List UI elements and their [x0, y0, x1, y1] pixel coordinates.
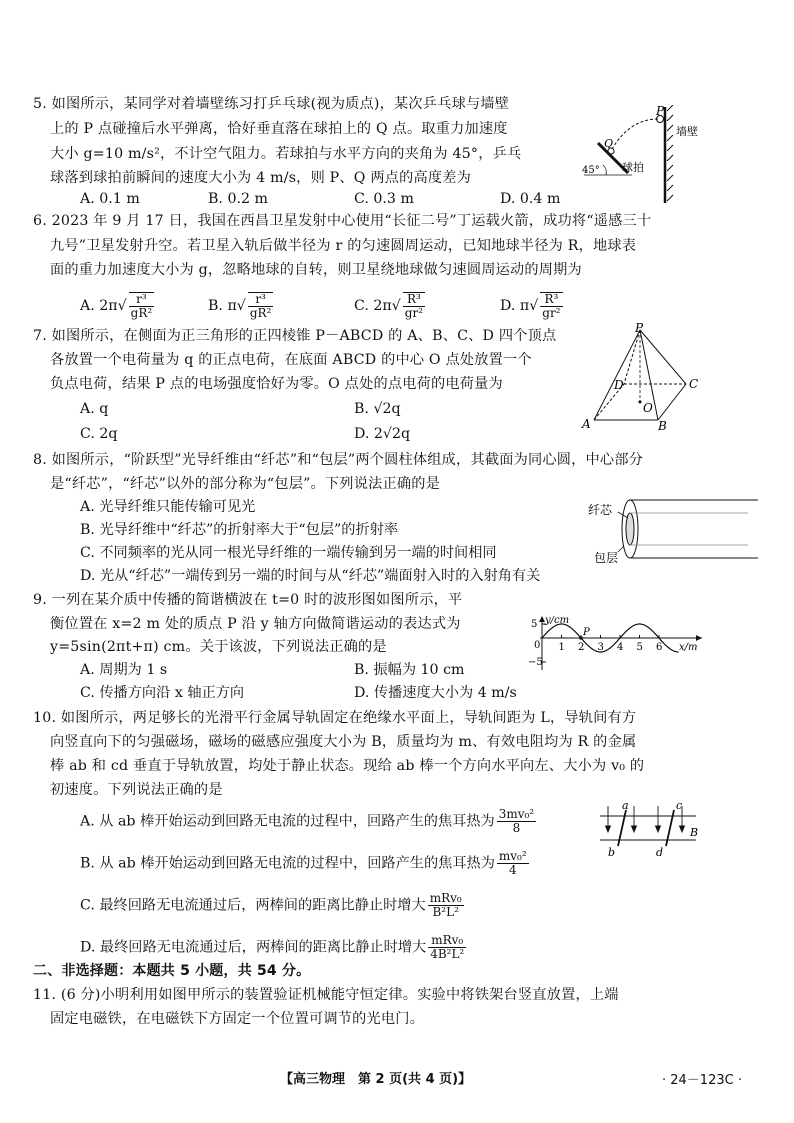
- q9-option-d: D. 传播速度大小为 4 m/s: [354, 685, 517, 701]
- label-d: D: [614, 378, 624, 392]
- q10-line-2: 向竖直向下的匀强磁场，磁场的磁感应强度大小为 B，质量均为 m、有效电阻均为 R 的金属: [50, 734, 637, 750]
- q9-line-3: y=5sin(2πt+π) cm。关于该波，下列说法正确的是: [50, 639, 387, 655]
- label-p: P: [635, 322, 644, 335]
- q10-line-1: 10. 如图所示，两足够长的光滑平行金属导轨固定在绝缘水平面上，导轨间距为 L，导轨间有方: [33, 710, 637, 726]
- label-racket: 球拍: [622, 161, 644, 174]
- q10-option-b: B. 从 ab 棒开始运动到回路无电流的过程中，回路产生的焦耳热为 $\frac{\text{mv₀²}}{4}$: [80, 849, 527, 877]
- x-tick-label: 3: [597, 642, 604, 653]
- q6-option-b: B. π√ $\frac{\text{r³}}{\text{gR²}}$: [208, 292, 272, 320]
- y-tick-neg5: −5: [528, 657, 543, 668]
- q7-option-b: B. √2q: [354, 401, 401, 417]
- q10-option-a: A. 从 ab 棒开始运动到回路无电流的过程中，回路产生的焦耳热为 $\frac{\text{3mv₀²}}{8}$: [80, 807, 535, 835]
- q9-option-b: B. 振幅为 10 cm: [354, 662, 465, 678]
- q10-line-4: 初速度。下列说法正确的是: [50, 782, 223, 798]
- q9-option-a: A. 周期为 1 s: [80, 662, 168, 678]
- q8-fiber-figure: [588, 494, 758, 570]
- q7-line-2: 各放置一个电荷量为 q 的正点电荷，在底面 ABCD 的中心 O 点处放置一个: [50, 352, 532, 368]
- label-b: b: [608, 846, 616, 859]
- q7-option-d: D. 2√2q: [354, 426, 411, 442]
- q7-pyramid-figure: [578, 322, 708, 432]
- q6-option-d: D. π√ $\frac{\text{R³}}{\text{gr²}}$: [500, 292, 561, 320]
- x-tick-label: 6: [656, 642, 663, 653]
- q10-option-d: D. 最终回路无电流通过后，两棒间的距离比静止时增大 $\frac{\text{mRv₀}}{\text{4B²L²}}$: [80, 933, 465, 961]
- y-tick-5: 5: [531, 619, 538, 630]
- q5-line-2: 上的 P 点碰撞后水平弹离，恰好垂直落在球拍上的 Q 点。取重力加速度: [50, 121, 508, 137]
- q11-line-1: 11. (6 分)小明利用如图甲所示的装置验证机械能守恒定律。实验中将铁架台竖直放置，上端: [33, 987, 619, 1003]
- x-tick-label: 5: [636, 642, 643, 653]
- q9-option-c: C. 传播方向沿 x 轴正方向: [80, 685, 245, 701]
- label-d: d: [656, 846, 664, 859]
- section-2-heading: 二、非选择题：本题共 5 小题，共 54 分。: [33, 963, 311, 979]
- q5-figure: [570, 105, 710, 205]
- label-p: P: [656, 105, 665, 118]
- label-cladding: 包层: [594, 551, 619, 565]
- q5-line-4: 球落到球拍前瞬间的速度大小为 4 m/s，则 P、Q 两点的高度差为: [50, 170, 472, 186]
- q11-line-2: 固定电磁铁，在电磁铁下方固定一个位置可调节的光电门。: [50, 1011, 425, 1027]
- label-wall: 墙壁: [676, 125, 698, 138]
- q9-wave-chart: [528, 616, 708, 674]
- q10-option-c: C. 最终回路无电流通过后，两棒间的距离比静止时增大 $\frac{\text{mRv₀}}{\text{B²L²}}$: [80, 891, 462, 919]
- x-axis-arrow: [696, 635, 702, 641]
- q8-line-2: 是“纤芯”，“纤芯”以外的部分称为“包层”。下列说法正确的是: [50, 476, 441, 492]
- q8-option-b: B. 光导纤维中“纤芯”的折射率大于“包层”的折射率: [80, 522, 399, 538]
- label-angle: 45°: [582, 165, 600, 176]
- label-a: a: [622, 800, 629, 812]
- q5-line-1: 5. 如图所示，某同学对着墙壁练习打乒乓球(视为质点)，某次乒乓球与墙壁: [33, 96, 510, 112]
- footer-page-info: 【高三物理 第 2 页(共 4 页)】: [280, 1072, 472, 1087]
- footer-code: · 24－123C ·: [662, 1073, 742, 1088]
- label-field-b: B: [690, 826, 699, 839]
- q5-option-a: A. 0.1 m: [80, 191, 140, 207]
- q6-line-3: 面的重力加速度大小为 g，忽略地球的自转，则卫星绕地球做匀速圆周运动的周期为: [50, 262, 582, 278]
- q6-option-c: C. 2π√ $\frac{\text{R³}}{\text{gr²}}$: [354, 292, 424, 320]
- x-tick-label: 2: [578, 642, 585, 653]
- label-q: Q: [604, 137, 614, 150]
- q5-option-c: C. 0.3 m: [354, 191, 414, 207]
- q9-line-2: 衡位置在 x=2 m 处的质点 P 沿 y 轴方向做简谐运动的表达式为: [50, 616, 461, 632]
- q5-option-d: D. 0.4 m: [500, 191, 561, 207]
- q7-line-3: 负点电荷，结果 P 点的电场强度恰好为零。O 点处的点电荷的电荷量为: [50, 376, 503, 392]
- q7-option-a: A. q: [80, 401, 109, 417]
- q6-line-1: 6. 2023 年 9 月 17 日，我国在西昌卫星发射中心使用“长征二号”丁运载火箭，成功将“遥感三十: [33, 213, 652, 229]
- q7-line-1: 7. 如图所示，在侧面为正三角形的正四棱锥 P－ABCD 的 A、B、C、D 四个顶点: [33, 328, 557, 344]
- label-core: 纤芯: [588, 503, 613, 517]
- q10-rails-figure: [596, 800, 706, 860]
- q8-option-d: D. 光从“纤芯”一端传到另一端的时间与从“纤芯”端面射入时的入射角有关: [80, 568, 541, 584]
- q5-line-3: 大小 g=10 m/s²，不计空气阻力。若球拍与水平方向的夹角为 45°，乒乓: [50, 146, 522, 162]
- label-b: B: [658, 419, 667, 432]
- q9-line-1: 9. 一列在某介质中传播的简谐横波在 t=0 时的波形图如图所示，平: [33, 592, 463, 608]
- x-tick-label: 1: [558, 642, 565, 653]
- q6-option-a: A. 2π√ $\frac{\text{r³}}{\text{gR²}}$: [80, 292, 153, 320]
- label-a: A: [582, 417, 591, 431]
- q8-line-1: 8. 如图所示，“阶跃型”光导纤维由“纤芯”和“包层”两个圆柱体组成，其截面为同心圆，中心部分: [33, 452, 644, 468]
- x-tick-label: 4: [617, 642, 624, 653]
- label-c: c: [676, 800, 683, 812]
- q8-option-c: C. 不同频率的光从同一根光导纤维的一端传输到另一端的时间相同: [80, 545, 497, 561]
- q8-option-a: A. 光导纤维只能传输可见光: [80, 499, 256, 515]
- q7-option-c: C. 2q: [80, 426, 118, 442]
- label-o: O: [643, 401, 653, 415]
- point-p-label: P: [583, 627, 590, 638]
- q5-option-b: B. 0.2 m: [208, 191, 268, 207]
- y-axis-label: y/cm: [545, 616, 570, 626]
- origin-label: 0: [534, 640, 541, 651]
- q6-line-2: 九号”卫星发射升空。若卫星入轨后做半径为 r 的匀速圆周运动，已知地球半径为 R，地球表: [50, 238, 637, 254]
- q10-line-3: 棒 ab 和 cd 垂直于导轨放置，均处于静止状态。现给 ab 棒一个方向水平向左、大小为 v₀ 的: [50, 758, 645, 774]
- x-axis-label: x/m: [679, 642, 698, 653]
- label-c: C: [689, 377, 699, 391]
